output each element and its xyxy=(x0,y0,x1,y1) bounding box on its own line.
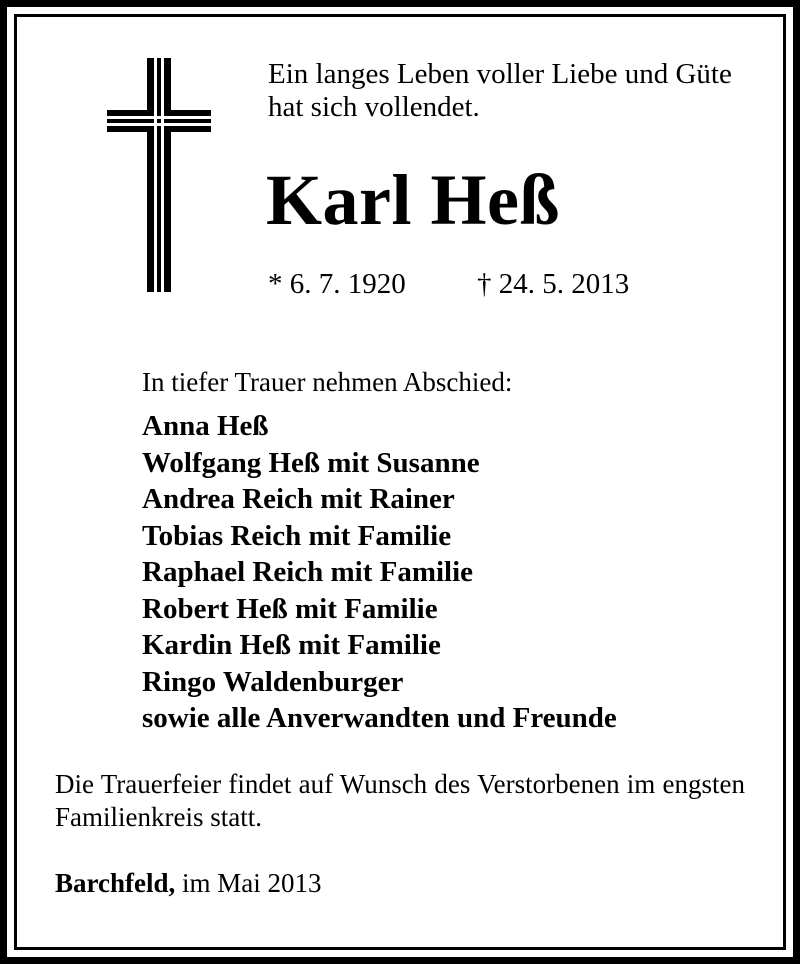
mourners-intro: In tiefer Trauer nehmen Abschied: xyxy=(142,367,513,397)
mourner-name: Andrea Reich mit Rainer xyxy=(142,483,455,515)
deceased-name: Karl Heß xyxy=(266,160,560,240)
motto xyxy=(268,58,732,124)
funeral-note: Die Trauerfeier findet auf Wunsch des Verstorbenen im engsten Familienkreis statt. xyxy=(55,769,745,832)
motto-line-2: hat sich vollendet. xyxy=(268,91,480,123)
birth-date: * 6. 7. 1920 xyxy=(268,268,406,300)
mourner-name: Wolfgang Heß mit Susanne xyxy=(142,446,480,479)
dateline-place: Barchfeld, xyxy=(55,868,176,898)
cross-icon xyxy=(107,58,211,292)
mourner-name: Tobias Reich mit Familie xyxy=(142,519,452,552)
mourner-name: Raphael Reich mit Familie xyxy=(142,556,474,588)
dateline-date: im Mai 2013 xyxy=(182,868,322,898)
mourner-name: Robert Heß mit Familie xyxy=(142,592,438,625)
mourner-name: Anna Heß xyxy=(142,410,269,442)
motto-line-1: Ein langes Leben voller Liebe und Güte xyxy=(268,58,732,90)
mourner-name: Kardin Heß mit Familie xyxy=(142,629,441,661)
mourner-name: sowie alle Anverwandten und Freunde xyxy=(142,702,617,734)
mourners-list xyxy=(142,408,617,737)
dateline xyxy=(55,870,322,897)
death-date: † 24. 5. 2013 xyxy=(477,268,630,300)
mourner-name: Ringo Waldenburger xyxy=(142,665,404,698)
